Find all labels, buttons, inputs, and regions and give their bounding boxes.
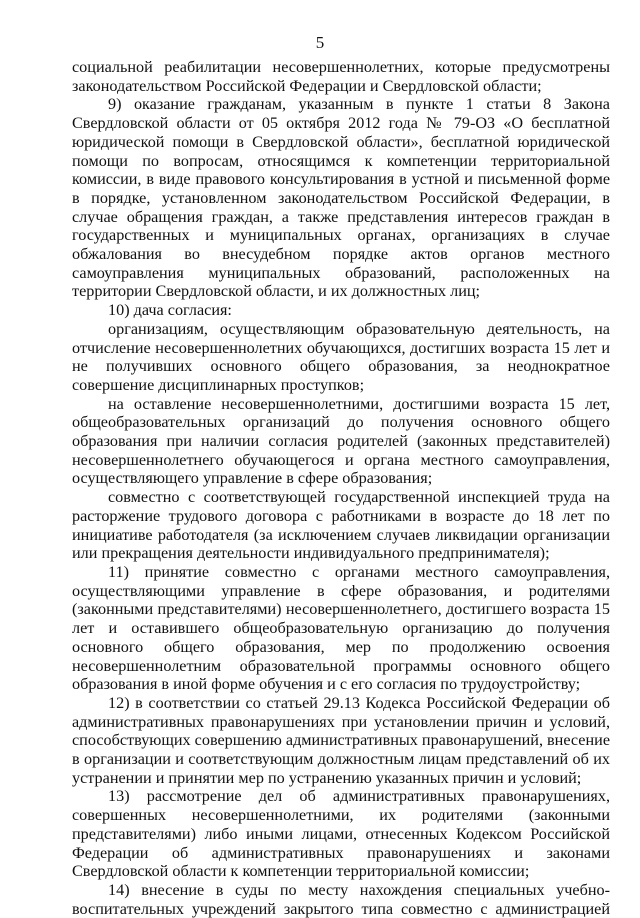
- document-body: [72, 58, 610, 918]
- paragraph-item-13: 13) рассмотрение дел об административных правонарушениях, совершенных несовершеннолетними, их родителями (законными представителями) либо иными лицами, отнесенных Кодексом Российской Федерации об административных правонарушениях и законами Свердловской области к компетенции территориальной комиссии;: [72, 787, 610, 881]
- paragraph-item-10: 10) дача согласия:: [108, 301, 232, 320]
- paragraph-item-10-labor-contract: совместно с соответствующей государственной инспекцией труда на расторжение трудового договора с работниками в возрасте до 18 лет по инициативе работодателя (за исключением случаев ликвидации организации или прекращения деятельности индивидуального предпринимателя);: [72, 488, 610, 563]
- paragraph-item-12: 12) в соответствии со статьей 29.13 Кодекса Российской Федерации об административных правонарушениях при установлении причин и условий, способствующих совершению административных правонарушений, внесение в организации и соответствующим должностным лицам представлений об их устранении и принятии мер по устранению указанных причин и условий;: [72, 693, 611, 787]
- paragraph-item-10-expulsion: организациям, осуществляющим образовательную деятельность, на отчисление несовершеннолетних обучающихся, достигших возраста 15 лет и не получивших основного общего образования, за неоднократное совершение дисциплинарных проступков;: [72, 319, 610, 394]
- paragraph-item-10-leaving-school: на оставление несовершеннолетними, достигшими возраста 15 лет, общеобразовательных организаций до получения основного общего образования при наличии согласия родителей (законных представителей) несовершеннолетнего обучающегося и органа местного самоуправления, осуществляющего управление в сфере образования;: [72, 394, 610, 488]
- paragraph-item-11: 11) принятие совместно с органами местного самоуправления, осуществляющими управление в сфере образования, и родителями (законными представителями) несовершеннолетнего, достигшего возраста 15 лет и оставившего общеобразовательную организацию до получения основного общего образования, мер по продолжению освоения несовершеннолетним образовательной программы основного общего образования в иной форме обучения и с его согласия по трудоустройству;: [72, 562, 610, 694]
- paragraph-item-14: 14) внесение в суды по месту нахождения специальных учебно-воспитательных учреждений закрытого типа совместно с администрацией: [72, 880, 610, 918]
- paragraph-item-9: 9) оказание гражданам, указанным в пункте 1 статьи 8 Закона Свердловской области от 05 октября 2012 года № 79-ОЗ «О бесплатной юридической помощи в Свердловской области», бесплатной юридической помощи по вопросам, относящимся к компетенции территориальной комиссии, в виде правового консультирования в устной и письменной форме в порядке, установленном законодательством Российской Федерации, в случае обращения граждан, а также представления интересов граждан в государственных и муниципальных органах, организациях в случае обжалования во внесудебном порядке актов органов местного самоуправления муниципальных образований, расположенных на территории Свердловской области, и их должностных лиц;: [72, 95, 610, 301]
- page-number: 5: [315, 33, 325, 52]
- paragraph-continuation: социальной реабилитации несовершеннолетних, которые предусмотрены законодательством Российской Федерации и Свердловской области;: [72, 58, 610, 95]
